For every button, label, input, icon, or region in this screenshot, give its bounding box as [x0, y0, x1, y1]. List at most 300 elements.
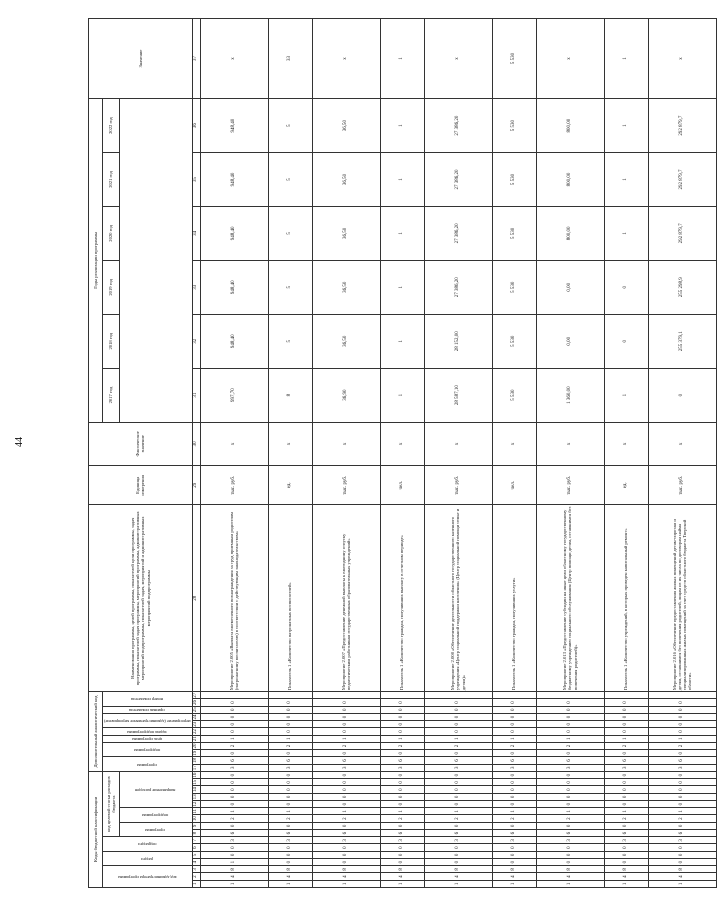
code-cell: 0 [492, 801, 536, 808]
code-cell: 3 [200, 837, 268, 844]
direction-sub-header: направление расходов [120, 771, 193, 807]
column-number: 12 [193, 801, 199, 807]
code-cell: 0 [268, 771, 312, 778]
article-header: код целевой статьи расходов бюджета [103, 771, 120, 836]
code-cell: 3 [492, 837, 536, 844]
code-cell: 4 [312, 873, 380, 880]
code-cell: 2 [536, 742, 604, 749]
code-cell: 0 [268, 721, 312, 728]
code-cell: 0 [380, 728, 424, 735]
code-cell: 0 [200, 771, 268, 778]
code-cell: 0 [268, 793, 312, 800]
code-cell: 0 [536, 721, 604, 728]
row-year-value: 27 386,20 [424, 260, 492, 314]
code-cell: 0 [200, 750, 268, 757]
code-cell: 2 [312, 742, 380, 749]
column-number: 11 [193, 808, 199, 814]
code-cell: 4 [424, 873, 492, 880]
indicator-col-header: номер показателя [103, 692, 193, 707]
code-cell: 0 [648, 822, 716, 829]
row-year-value: 800,00 [536, 99, 604, 153]
code-cell: 0 [380, 706, 424, 713]
unit-header: Единица измерения [89, 466, 193, 505]
code-cell: 0 [536, 713, 604, 720]
code-cell: 0 [492, 721, 536, 728]
row-final: х [200, 19, 268, 99]
code-cell: 0 [648, 706, 716, 713]
code-cell: 1 [648, 808, 716, 815]
code-cell: 0 [492, 699, 536, 706]
code-cell: 0 [424, 844, 492, 851]
row-year-value: 292 879,7 [648, 99, 716, 153]
table-row [200, 19, 268, 888]
row-year-value: 255 379,1 [648, 314, 716, 368]
year-2017-header: 2017 год [103, 368, 120, 422]
code-cell: 0 [492, 822, 536, 829]
code-cell: 1 [492, 735, 536, 742]
column-number-row [192, 19, 200, 888]
years-header: Годы реализации программы [89, 99, 103, 422]
code-cell: 6 [536, 757, 604, 764]
code-cell: 1 [604, 735, 648, 742]
row-name: Показатель 1 «Количество граждан, получивших выплату в отчетном периоде» [380, 505, 424, 692]
row-year-value: 5 [268, 314, 312, 368]
column-number: 28 [192, 505, 200, 692]
code-cell: 3 [200, 764, 268, 771]
code-cell: 0 [424, 786, 492, 793]
code-cell: 1 [648, 880, 716, 887]
code-cell: 4 [648, 873, 716, 880]
code-cell: 0 [424, 851, 492, 858]
row-year-value: 8 [268, 368, 312, 422]
code-cell: 4 [604, 873, 648, 880]
row-year-value: 0,00 [536, 260, 604, 314]
column-number: 36 [192, 99, 200, 153]
column-number: 23 [193, 721, 199, 727]
code-cell: 6 [200, 830, 268, 837]
year-2021-header: 2021 год [103, 153, 120, 207]
code-cell: 0 [312, 793, 380, 800]
code-cell: 0 [268, 859, 312, 866]
row-unit: тыс. руб. [200, 466, 268, 505]
code-cell: 0 [200, 779, 268, 786]
row-name: Мероприятие 2.007 «Предоставление денежной выплаты к ежегодному отпуску педагогическим работникам государственных образовательных учреждений» [312, 505, 380, 692]
column-number: 34 [192, 206, 200, 260]
code-cell: 0 [424, 750, 492, 757]
code-cell: 8 [648, 866, 716, 873]
column-number: 22 [193, 729, 199, 735]
code-cell: 0 [492, 859, 536, 866]
row-year-value: 292 879,7 [648, 153, 716, 207]
code-cell: 0 [268, 699, 312, 706]
code-cell: 0 [312, 859, 380, 866]
code-cell: 4 [200, 873, 268, 880]
code-cell: 0 [312, 699, 380, 706]
code-cell: 6 [604, 757, 648, 764]
row-unit: ед. [604, 466, 648, 505]
page-number: 44 [14, 437, 25, 447]
code-cell: 0 [268, 713, 312, 720]
code-cell: 0 [492, 771, 536, 778]
actual-header: Фактическое значение [89, 422, 193, 466]
row-year-value: 5 [268, 99, 312, 153]
column-number: 10 [193, 816, 199, 822]
code-cell: 3 [268, 837, 312, 844]
code-cell: 1 [424, 880, 492, 887]
code-cell: 0 [312, 728, 380, 735]
code-cell: 2 [648, 815, 716, 822]
code-cell: 1 [536, 808, 604, 815]
row-year-value: 0,00 [536, 314, 604, 368]
row-final: 5 530 [492, 19, 536, 99]
task-col-header: задача подпрограммы [103, 728, 193, 735]
code-cell: 1 [380, 880, 424, 887]
code-cell: 6 [604, 830, 648, 837]
code-cell: 3 [312, 837, 380, 844]
code-cell [536, 692, 604, 699]
code-cell: 0 [648, 844, 716, 851]
code-cell: 3 [604, 837, 648, 844]
subprogram-col-header: подпрограмма [103, 742, 193, 757]
code-cell: 0 [536, 801, 604, 808]
table-row [268, 19, 312, 888]
code-cell: 6 [492, 830, 536, 837]
row-year-value: 5 530 [492, 99, 536, 153]
row-name: Показатель 1 «Количество граждан, получивших услуги» [492, 505, 536, 692]
code-cell: 1 [312, 808, 380, 815]
row-actual: х [648, 422, 716, 466]
code-cell: 1 [604, 808, 648, 815]
code-cell: 0 [492, 706, 536, 713]
code-cell: 3 [648, 764, 716, 771]
code-cell: 0 [268, 786, 312, 793]
row-actual: х [492, 422, 536, 466]
code-cell: 0 [604, 822, 648, 829]
column-number: 1 [192, 880, 200, 887]
code-cell: 0 [648, 713, 716, 720]
row-unit: тыс. руб. [536, 466, 604, 505]
column-number: 29 [192, 466, 200, 505]
row-year-value: 5 530 [492, 368, 536, 422]
code-cell: 3 [424, 764, 492, 771]
code-cell: 0 [648, 801, 716, 808]
code-cell: 0 [648, 721, 716, 728]
code-cell: 0 [200, 721, 268, 728]
final-header: Значение [89, 19, 193, 99]
code-cell: 8 [536, 866, 604, 873]
code-cell: 0 [380, 721, 424, 728]
blank-years-sub-header [120, 19, 193, 369]
row-year-value: 5 [268, 260, 312, 314]
row-actual: х [268, 422, 312, 466]
code-cell: 0 [380, 859, 424, 866]
code-cell: 0 [200, 713, 268, 720]
type-col-header: признак показателя [103, 706, 193, 713]
column-number: 20 [193, 743, 199, 749]
table-row [536, 19, 604, 888]
code-cell: 0 [536, 793, 604, 800]
code-cell: 0 [604, 771, 648, 778]
row-actual: х [380, 422, 424, 466]
code-cell: 3 [492, 764, 536, 771]
row-year-value: 5 [268, 153, 312, 207]
row-year-value: 36,50 [312, 260, 380, 314]
code-cell: 1 [492, 880, 536, 887]
code-cell: 0 [380, 822, 424, 829]
subsection-header: подраздел [103, 837, 193, 852]
column-number: 25 [193, 707, 199, 713]
column-number: 16 [193, 772, 199, 778]
code-cell: 0 [492, 750, 536, 757]
code-cell: 0 [604, 706, 648, 713]
code-cell: 1 [268, 880, 312, 887]
code-cell: 0 [536, 728, 604, 735]
code-cell: 0 [536, 706, 604, 713]
code-cell: 0 [424, 771, 492, 778]
code-cell: 0 [604, 801, 648, 808]
row-final: 1 [380, 19, 424, 99]
column-number: 3 [192, 866, 200, 873]
row-year-value: 27 386,20 [424, 153, 492, 207]
code-cell: 1 [380, 808, 424, 815]
column-number: 14 [193, 787, 199, 793]
column-number: 32 [192, 314, 200, 368]
code-cell: 3 [424, 837, 492, 844]
code-cell: 1 [268, 808, 312, 815]
code-cell: 2 [536, 815, 604, 822]
row-unit: чел. [380, 466, 424, 505]
code-cell: 0 [492, 793, 536, 800]
code-cell: 0 [536, 786, 604, 793]
code-cell: 0 [604, 713, 648, 720]
code-cell: 3 [312, 764, 380, 771]
code-cell: 0 [536, 844, 604, 851]
code-cell: 3 [380, 764, 424, 771]
code-cell [268, 692, 312, 699]
code-cell: 1 [268, 735, 312, 742]
code-cell: 2 [604, 742, 648, 749]
row-name: Мероприятие 2.016 «Обеспечение предоставления жилых помещений детям-сиротам и детям, оставшимся без попечения родителей, лицам из их числа по договорам найма специализированных жилых помещений за счет средств областного бюджета Тверской области» [648, 505, 716, 692]
column-number: 4 [192, 859, 200, 866]
code-cell: 8 [424, 866, 492, 873]
row-year-value: 1 360,00 [536, 368, 604, 422]
row-year-value: 948,40 [200, 99, 268, 153]
code-cell: 0 [380, 786, 424, 793]
code-cell: 0 [604, 699, 648, 706]
code-cell: 0 [312, 779, 380, 786]
subprogram-sub-header: подпрограмма [120, 808, 193, 823]
code-cell: 3 [380, 837, 424, 844]
year-2018-header: 2018 год [103, 314, 120, 368]
row-unit: тыс. руб. [424, 466, 492, 505]
row-unit: ед. [268, 466, 312, 505]
code-cell: 1 [492, 808, 536, 815]
code-cell: 0 [648, 728, 716, 735]
row-final: 33 [268, 19, 312, 99]
row-year-value: 948,40 [200, 260, 268, 314]
row-year-value: 800,00 [536, 206, 604, 260]
row-year-value: 1 [604, 153, 648, 207]
row-year-value: 27 386,20 [424, 206, 492, 260]
row-year-value: 1 [604, 99, 648, 153]
code-cell: 8 [604, 866, 648, 873]
code-cell: 0 [312, 721, 380, 728]
row-year-value: 948,40 [200, 153, 268, 207]
row-year-value: 1 [380, 314, 424, 368]
code-cell: 3 [536, 837, 604, 844]
code-cell: 0 [380, 779, 424, 786]
code-cell: 0 [268, 851, 312, 858]
code-cell: 0 [424, 728, 492, 735]
code-cell: 0 [492, 728, 536, 735]
code-cell: 0 [604, 786, 648, 793]
column-number: 26 [193, 700, 199, 706]
code-cell: 6 [312, 757, 380, 764]
code-cell: 0 [648, 779, 716, 786]
code-cell: 0 [648, 793, 716, 800]
code-cell: 0 [380, 713, 424, 720]
row-actual: х [424, 422, 492, 466]
column-number: 2 [192, 873, 200, 880]
code-cell: 0 [536, 699, 604, 706]
code-cell [312, 692, 380, 699]
row-name: Показатель 1 «Количество учреждений, в которых проведен капитальный ремонт» [604, 505, 648, 692]
code-cell: 2 [200, 742, 268, 749]
code-cell: 0 [536, 779, 604, 786]
code-cell: 1 [648, 735, 716, 742]
code-cell: 0 [312, 706, 380, 713]
code-cell: 4 [536, 873, 604, 880]
rotated-table-block [88, 18, 693, 888]
code-cell: 0 [492, 851, 536, 858]
row-year-value: 5 [268, 206, 312, 260]
row-unit: тыс. руб. [312, 466, 380, 505]
row-year-value: 36,50 [312, 153, 380, 207]
table-row [492, 19, 536, 888]
code-cell: 0 [604, 750, 648, 757]
code-cell: 6 [424, 830, 492, 837]
row-year-value: 948,40 [200, 206, 268, 260]
row-year-value: 1 [604, 368, 648, 422]
blank-sub-header [120, 368, 193, 422]
row-year-value: 36,50 [312, 314, 380, 368]
table-row [604, 19, 648, 888]
code-cell: 1 [536, 735, 604, 742]
code-cell: 0 [604, 728, 648, 735]
code-cell: 6 [200, 757, 268, 764]
code-cell: 2 [492, 742, 536, 749]
column-number: 13 [193, 794, 199, 800]
row-year-value: 1 [380, 368, 424, 422]
code-cell: 0 [492, 844, 536, 851]
code-cell: 2 [380, 815, 424, 822]
table-row [648, 19, 716, 888]
code-cell: 0 [200, 822, 268, 829]
code-cell: 4 [492, 873, 536, 880]
code-cell: 0 [604, 859, 648, 866]
row-year-value: 36,50 [312, 206, 380, 260]
code-cell [648, 692, 716, 699]
table-row [380, 19, 424, 888]
code-cell: 0 [380, 793, 424, 800]
code-cell: 3 [604, 764, 648, 771]
row-year-value: 0 [604, 314, 648, 368]
code-cell: 6 [648, 830, 716, 837]
code-cell: 0 [604, 721, 648, 728]
program-sub-header: программа [120, 822, 193, 837]
code-cell [604, 692, 648, 699]
admin-header: код администратора программы [103, 866, 193, 888]
code-cell: 0 [200, 851, 268, 858]
code-cell: 0 [268, 779, 312, 786]
code-cell: 0 [268, 750, 312, 757]
code-cell: 0 [492, 779, 536, 786]
code-cell: 0 [648, 771, 716, 778]
activity-col-header: мероприятие (административное мероприятие) [103, 713, 193, 728]
code-cell: 6 [424, 757, 492, 764]
column-number: 8 [192, 830, 200, 837]
code-cell: 0 [268, 728, 312, 735]
code-cell: 0 [424, 822, 492, 829]
code-cell: 2 [424, 815, 492, 822]
row-year-value: 948,40 [200, 314, 268, 368]
code-cell: 6 [648, 757, 716, 764]
code-cell: 1 [200, 859, 268, 866]
budget-codes-header: Коды бюджетной классификации [89, 771, 103, 887]
code-cell: 0 [536, 859, 604, 866]
row-year-value: 1 [604, 206, 648, 260]
row-year-value: 800,00 [536, 153, 604, 207]
code-cell: 0 [604, 851, 648, 858]
code-cell: 2 [424, 742, 492, 749]
column-number: 18 [193, 758, 199, 764]
code-cell: 3 [536, 764, 604, 771]
code-cell: 0 [604, 793, 648, 800]
code-cell [380, 692, 424, 699]
column-number: 6 [192, 844, 200, 851]
code-cell: 0 [312, 851, 380, 858]
row-final: 1 [604, 19, 648, 99]
code-cell: 3 [268, 764, 312, 771]
code-cell: 0 [648, 859, 716, 866]
code-cell: 1 [200, 735, 268, 742]
column-number: 7 [192, 837, 200, 844]
code-cell: 0 [380, 844, 424, 851]
year-2019-header: 2019 год [103, 260, 120, 314]
row-year-value: 1 [380, 206, 424, 260]
code-cell [200, 692, 268, 699]
code-cell: 6 [268, 830, 312, 837]
row-final: х [536, 19, 604, 99]
code-cell: 1 [536, 880, 604, 887]
code-cell: 0 [380, 771, 424, 778]
code-cell: 0 [200, 699, 268, 706]
program-table [88, 18, 717, 888]
row-actual: х [312, 422, 380, 466]
row-year-value: 0 [604, 260, 648, 314]
year-2022-header: 2022 год [103, 99, 120, 153]
row-year-value: 5 530 [492, 314, 536, 368]
code-cell: 0 [312, 844, 380, 851]
row-unit: тыс. руб. [648, 466, 716, 505]
code-cell: 0 [424, 779, 492, 786]
code-cell [492, 692, 536, 699]
row-year-value: 28 587,10 [424, 368, 492, 422]
column-number: 19 [193, 750, 199, 756]
row-actual: х [536, 422, 604, 466]
code-cell: 1 [200, 880, 268, 887]
code-cell [424, 692, 492, 699]
